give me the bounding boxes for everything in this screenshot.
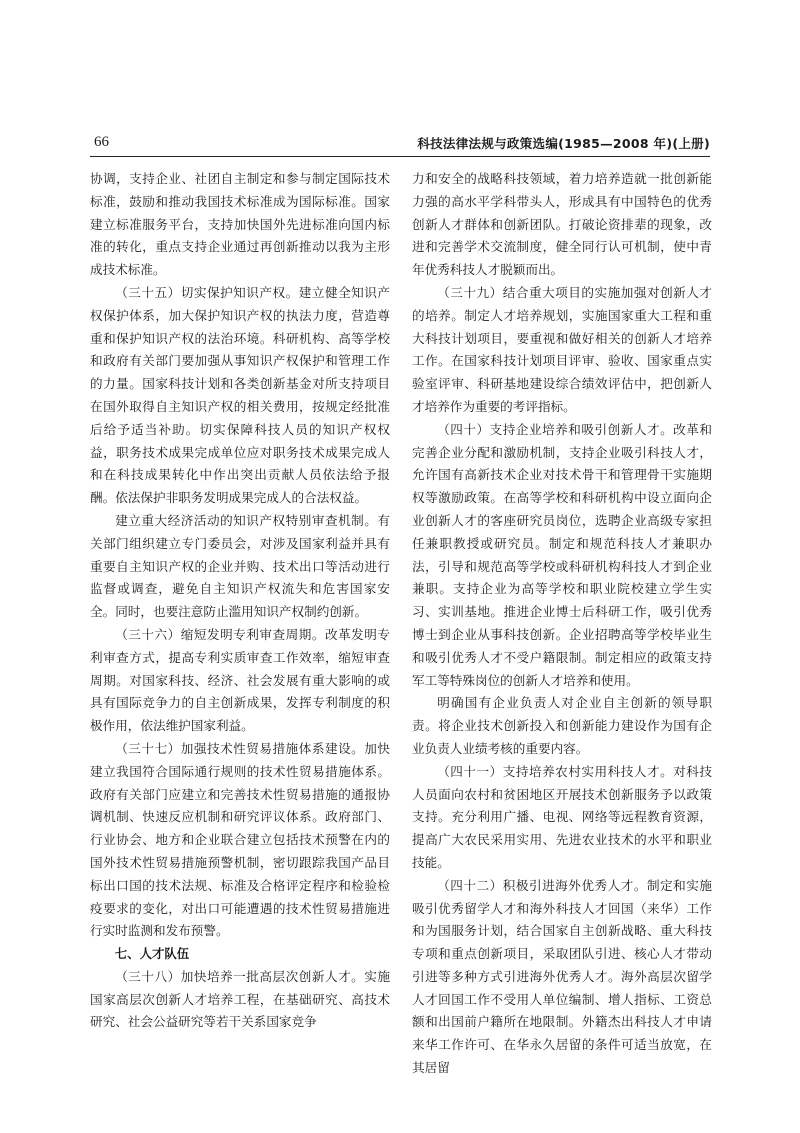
paragraph: （三十五）切实保护知识产权。建立健全知识产权保护体系，加大保护知识产权的执法力度，营造尊重和保护知识产权的法治环境。科研机构、高等学校和政府有关部门要加强从事知识产权保护和管理工作的力量。国家科技计划和各类创新基金对所支持项目在国外取得自主知识产权的相关费用，按规定经批准后给予适当补助。切实保障科技人员的知识产权权益，职务技术成果完成单位应对职务技术成果完成人和在科技成果转化中作出突出贡献人员依法给予报酬。依法保护非职务发明成果完成人的合法权益。: [90, 284, 390, 506]
paragraph: （三十六）缩短发明专利审查周期。改革发明专利审查方式，提高专利实质审查工作效率，缩短审查周期。对国家科技、经济、社会发展有重大影响的或具有国际竞争力的自主创新成果，发挥专利制度的积极作用，依法维护国家利益。: [90, 626, 390, 734]
paragraph: （三十八）加快培养一批高层次创新人才。实施国家高层次创新人才培养工程，在基础研究、高技术研究、社会公益研究等若干关系国家竞争: [90, 968, 390, 1030]
paragraph: 建立重大经济活动的知识产权特别审查机制。有关部门组织建立专门委员会，对涉及国家利益并具有重要自主知识产权的企业并购、技术出口等活动进行监督或调查，避免自主知识产权流失和危害国家安全。同时，也要注意防止滥用知识产权制约创新。: [90, 512, 390, 620]
paragraph: （四十二）积极引进海外优秀人才。制定和实施吸引优秀留学人才和海外科技人才回国（来华）工作和为国服务计划，结合国家自主创新战略、重大科技专项和重点创新项目，采取团队引进、核心人才带动引进等多种方式引进海外优秀人才。海外高层次留学人才回国工作不受用人单位编制、增人指标、工资总额和出国前户籍所在地限制。外籍杰出科技人才申请来华工作许可、在华永久居留的条件可适当放宽，在其居留: [412, 877, 712, 1076]
paragraph: 协调，支持企业、社团自主制定和参与制定国际技术标准，鼓励和推动我国技术标准成为国际标准。国家建立标准服务平台，支持加快国外先进标准向国内标准的转化，重点支持企业通过再创新推动以我为主形成技术标准。: [90, 171, 390, 278]
paragraph: （三十九）结合重大项目的实施加强对创新人才的培养。制定人才培养规划，实施国家重大工程和重大科技计划项目，要重视和做好相关的创新人才培养工作。在国家科技计划项目评审、验收、国家重点实验室评审、科研基地建设综合绩效评估中，把创新人才培养作为重要的考评指标。: [412, 284, 712, 414]
paragraph: 明确国有企业负责人对企业自主创新的领导职责。将企业技术创新投入和创新能力建设作为国有企业负责人业绩考核的重要内容。: [412, 695, 712, 756]
book-title: 科技法律法规与政策选编(1985—2008 年)(上册): [417, 136, 710, 151]
page-header: [90, 130, 710, 157]
page-number: 66: [94, 134, 109, 150]
paragraph: （四十一）支持培养农村实用科技人才。对科技人员面向农村和贫困地区开展技术创新服务予以政策支持。充分利用广播、电视、网络等远程教育资源，提高广大农民采用实用、先进农业技术的水平和职业技能。: [412, 763, 712, 870]
right-text-column: [412, 168, 712, 1080]
section-heading: 七、人才队伍: [114, 946, 190, 962]
paragraph: （四十）支持企业培养和吸引创新人才。改革和完善企业分配和激励机制，支持企业吸引科技人才，允许国有高新技术企业对技术骨干和管理骨干实施期权等激励政策。在高等学校和科研机构中设立面向企业创新人才的客座研究员岗位，选聘企业高级专家担任兼职教授或研究员。制定和规范科技人才兼职办法，引导和规范高等学校或科研机构科技人才到企业兼职。支持企业为高等学校和职业院校建立学生实习、实训基地。推进企业博士后科研工作，吸引优秀博士到企业从事科技创新。企业招聘高等学校毕业生和吸引优秀人才不受户籍限制。制定相应的政策支持军工等特殊岗位的创新人才培养和使用。: [412, 421, 712, 688]
paragraph: 力和安全的战略科技领域，着力培养造就一批创新能力强的高水平学科带头人，形成具有中国特色的优秀创新人才群体和创新团队。打破论资排辈的现象，改进和完善学术交流制度，健全同行认可机制，使中青年优秀科技人才脱颖而出。: [412, 171, 712, 278]
left-text-column: [90, 168, 390, 1034]
paragraph: （三十七）加强技术性贸易措施体系建设。加快建立我国符合国际通行规则的技术性贸易措施体系。政府有关部门应建立和完善技术性贸易措施的通报协调机制、快速反应机制和研究评议体系。政府部门、行业协会、地方和企业联合建立包括技术预警在内的国外技术性贸易措施预警机制，密切跟踪我国产品目标出口国的技术法规、标准及合格评定程序和检验检疫要求的变化，对出口可能遭遇的技术性贸易措施进行实时监测和发布预警。: [90, 740, 390, 939]
